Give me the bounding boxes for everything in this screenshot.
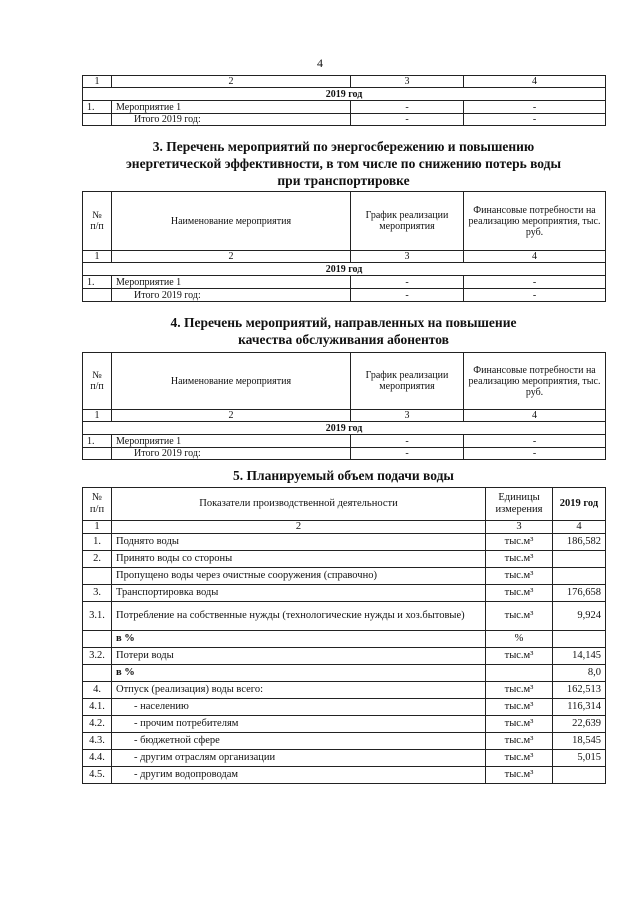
row-name: Итого 2019 год: <box>112 448 351 460</box>
header-indicator: Показатели производственной деятельности <box>112 488 486 521</box>
row-num <box>83 448 112 460</box>
row-unit: тыс.м³ <box>486 551 553 568</box>
row-finance: - <box>464 448 606 460</box>
col-number: 2 <box>112 410 351 422</box>
row-value: 18,545 <box>553 733 606 750</box>
col-number: 3 <box>486 521 553 534</box>
section4-title: 4. Перечень мероприятий, направленных на повышение качества обслуживания абонентов <box>170 315 517 347</box>
col-number: 4 <box>553 521 606 534</box>
row-indicator: - бюджетной сфере <box>112 733 486 750</box>
row-num: 1. <box>83 101 112 114</box>
row-unit: тыс.м³ <box>486 699 553 716</box>
row-value <box>553 551 606 568</box>
year-row: 2019 год <box>83 263 606 276</box>
row-finance: - <box>464 101 606 114</box>
header-name: Наименование мероприятия <box>112 353 351 410</box>
row-value: 176,658 <box>553 585 606 602</box>
header-num: № п/п <box>83 488 112 521</box>
row-value <box>553 568 606 585</box>
row-num: 3. <box>83 585 112 602</box>
header-finance: Финансовые потребности на реализацию мероприятия, тыс. руб. <box>464 192 606 251</box>
row-num <box>83 568 112 585</box>
row-name: Итого 2019 год: <box>112 289 351 302</box>
col-number: 1 <box>83 76 112 88</box>
section4-table <box>82 352 606 460</box>
row-num: 2. <box>83 551 112 568</box>
year-row: 2019 год <box>83 88 606 101</box>
row-name: Мероприятие 1 <box>112 435 351 448</box>
col-number: 3 <box>351 76 464 88</box>
col-number: 4 <box>464 251 606 263</box>
row-unit: тыс.м³ <box>486 602 553 631</box>
row-value: 9,924 <box>553 602 606 631</box>
row-finance: - <box>464 276 606 289</box>
row-indicator: Потребление на собственные нужды (технологические нужды и хоз.бытовые) <box>112 602 486 631</box>
row-value: 5,015 <box>553 750 606 767</box>
col-number: 1 <box>83 410 112 422</box>
col-number: 4 <box>464 410 606 422</box>
row-value: 116,314 <box>553 699 606 716</box>
row-indicator: Поднято воды <box>112 534 486 551</box>
col-number: 2 <box>112 251 351 263</box>
col-number: 4 <box>464 76 606 88</box>
col-number: 1 <box>83 521 112 534</box>
row-unit: тыс.м³ <box>486 568 553 585</box>
row-indicator: Транспортировка воды <box>112 585 486 602</box>
row-num: 3.2. <box>83 648 112 665</box>
row-value <box>553 631 606 648</box>
row-schedule: - <box>351 448 464 460</box>
col-number: 2 <box>112 521 486 534</box>
row-unit: тыс.м³ <box>486 733 553 750</box>
row-indicator: в % <box>112 665 486 682</box>
row-indicator: Принято воды со стороны <box>112 551 486 568</box>
row-num <box>83 114 112 126</box>
row-value <box>553 767 606 784</box>
row-indicator: - другим водопроводам <box>112 767 486 784</box>
section5-table <box>82 487 606 784</box>
section3-title: 3. Перечень мероприятий по энергосбережению и повышению энергетической эффективности, в том числе по снижению потерь воды при транспортировке <box>125 139 562 188</box>
row-schedule: - <box>351 114 464 126</box>
row-num: 4. <box>83 682 112 699</box>
row-unit: тыс.м³ <box>486 648 553 665</box>
row-indicator: - населению <box>112 699 486 716</box>
header-schedule: График реализации мероприятия <box>351 192 464 251</box>
row-num: 4.5. <box>83 767 112 784</box>
row-unit: тыс.м³ <box>486 716 553 733</box>
row-unit: тыс.м³ <box>486 767 553 784</box>
row-schedule: - <box>351 289 464 302</box>
col-number: 2 <box>112 76 351 88</box>
row-value: 162,513 <box>553 682 606 699</box>
row-value: 186,582 <box>553 534 606 551</box>
row-indicator: Отпуск (реализация) воды всего: <box>112 682 486 699</box>
row-num: 4.3. <box>83 733 112 750</box>
col-number: 1 <box>83 251 112 263</box>
row-num <box>83 289 112 302</box>
col-number: 3 <box>351 251 464 263</box>
row-schedule: - <box>351 276 464 289</box>
col-number: 3 <box>351 410 464 422</box>
row-finance: - <box>464 435 606 448</box>
row-schedule: - <box>351 101 464 114</box>
row-value: 8,0 <box>553 665 606 682</box>
row-finance: - <box>464 289 606 302</box>
year-row: 2019 год <box>83 422 606 435</box>
row-unit: тыс.м³ <box>486 585 553 602</box>
row-indicator: - прочим потребителям <box>112 716 486 733</box>
header-schedule: График реализации мероприятия <box>351 353 464 410</box>
header-year: 2019 год <box>553 488 606 521</box>
header-unit: Единицы измерения <box>486 488 553 521</box>
row-unit: тыс.м³ <box>486 750 553 767</box>
row-value: 14,145 <box>553 648 606 665</box>
row-num: 4.4. <box>83 750 112 767</box>
row-unit: % <box>486 631 553 648</box>
row-num: 4.1. <box>83 699 112 716</box>
top-table <box>82 75 606 126</box>
section3-table <box>82 191 606 302</box>
row-unit <box>486 665 553 682</box>
row-name: Мероприятие 1 <box>112 101 351 114</box>
row-num: 1. <box>83 534 112 551</box>
header-num: № п/п <box>83 192 112 251</box>
row-num <box>83 631 112 648</box>
row-num: 1. <box>83 276 112 289</box>
row-indicator: - другим отраслям организации <box>112 750 486 767</box>
row-unit: тыс.м³ <box>486 534 553 551</box>
row-finance: - <box>464 114 606 126</box>
header-num: № п/п <box>83 353 112 410</box>
row-num: 4.2. <box>83 716 112 733</box>
row-value: 22,639 <box>553 716 606 733</box>
row-num: 1. <box>83 435 112 448</box>
header-name: Наименование мероприятия <box>112 192 351 251</box>
row-name: Мероприятие 1 <box>112 276 351 289</box>
row-indicator: Пропущено воды через очистные сооружения (справочно) <box>112 568 486 585</box>
row-schedule: - <box>351 435 464 448</box>
row-num <box>83 665 112 682</box>
row-name: Итого 2019 год: <box>112 114 351 126</box>
row-indicator: в % <box>112 631 486 648</box>
row-indicator: Потери воды <box>112 648 486 665</box>
section5-title: 5. Планируемый объем подачи воды <box>233 468 454 483</box>
header-finance: Финансовые потребности на реализацию мероприятия, тыс. руб. <box>464 353 606 410</box>
row-unit: тыс.м³ <box>486 682 553 699</box>
row-num: 3.1. <box>83 602 112 631</box>
page-number: 4 <box>317 56 323 70</box>
